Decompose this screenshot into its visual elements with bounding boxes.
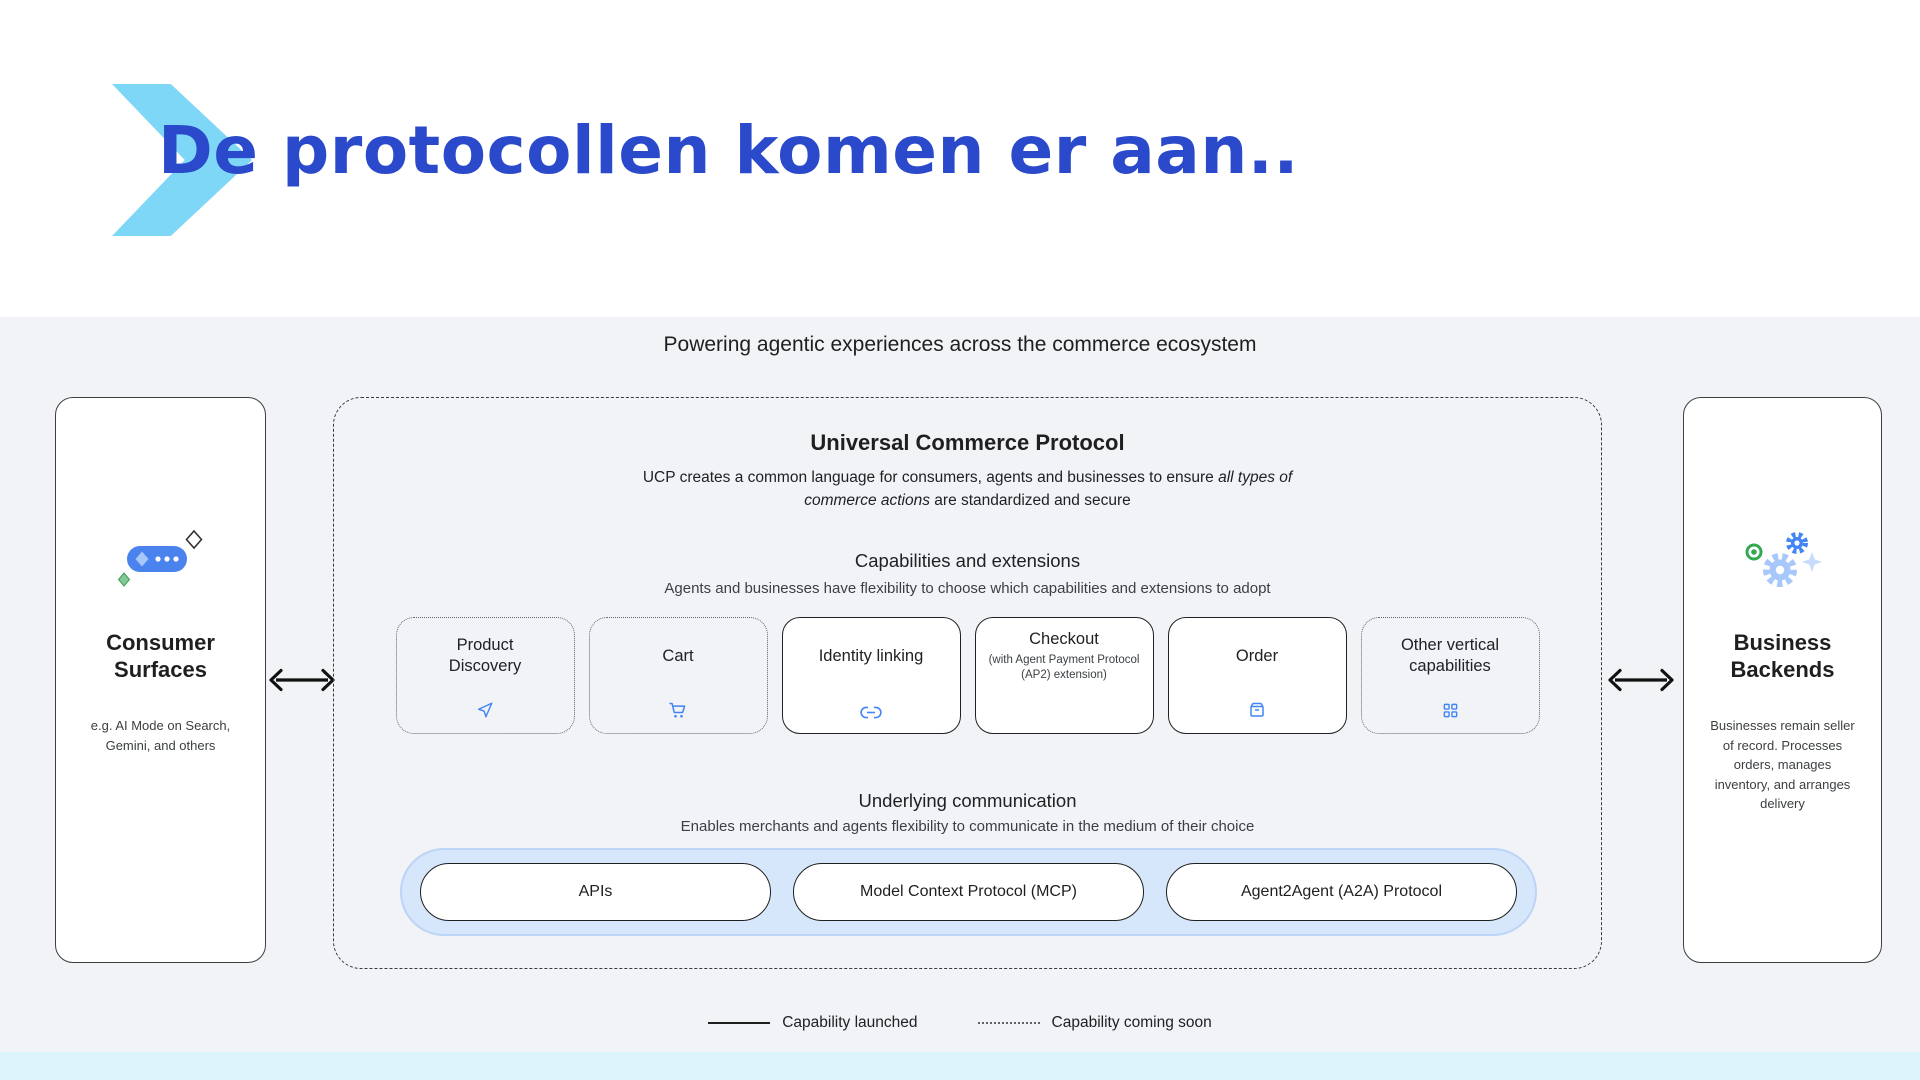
capability-label-wrap xyxy=(590,618,767,694)
protocol-mcp: Model Context Protocol (MCP) xyxy=(793,863,1144,921)
ucp-description-pre: UCP creates a common language for consumers, agents and businesses to ensure xyxy=(642,469,1214,486)
send-icon xyxy=(397,701,574,719)
diagram-panel xyxy=(0,317,1920,1052)
consumer-surfaces-title xyxy=(56,630,265,684)
capability-label-wrap xyxy=(397,618,574,694)
bidirectional-arrow-right-icon xyxy=(1607,667,1675,698)
legend xyxy=(0,1014,1920,1032)
capability-label-wrap xyxy=(976,618,1153,694)
consumer-surfaces-subtext-text: e.g. AI Mode on Search, Gemini, and others xyxy=(90,718,231,753)
protocol-a2a: Agent2Agent (A2A) Protocol xyxy=(1166,863,1517,921)
capabilities-row xyxy=(334,617,1601,734)
capability-label: Order xyxy=(1235,646,1279,665)
capability-product-discovery xyxy=(396,617,575,734)
capability-label: Product Discovery xyxy=(448,636,522,675)
business-backends-subtext-text: Businesses remain seller of record. Processes orders, manages inventory, and arranges delivery xyxy=(1710,718,1855,811)
bottom-accent-strip xyxy=(0,1052,1920,1080)
business-backends-title xyxy=(1684,630,1881,684)
capabilities-section-title: Capabilities and extensions xyxy=(854,550,1081,571)
capability-label-wrap xyxy=(783,618,960,694)
business-backends-box xyxy=(1683,397,1882,963)
capability-label: Other vertical capabilities xyxy=(1400,636,1500,675)
ucp-description xyxy=(618,466,1318,513)
communication-section-title: Underlying communication xyxy=(858,790,1077,811)
capability-sublabel: (with Agent Payment Protocol (AP2) extension) xyxy=(988,654,1140,682)
package-icon xyxy=(1169,701,1346,719)
capability-label: Identity linking xyxy=(818,646,924,665)
legend-label: Capability launched xyxy=(782,1014,918,1031)
slide-title: De protocollen komen er aan.. xyxy=(158,112,1299,189)
business-backends-title-text: Business Backends xyxy=(1730,630,1835,682)
universal-commerce-protocol-box xyxy=(333,397,1602,969)
diagram-header: Powering agentic experiences across the commerce ecosystem xyxy=(663,333,1257,356)
legend-dotted-line-icon xyxy=(978,1022,1040,1024)
consumer-surfaces-box xyxy=(55,397,266,963)
grid-icon xyxy=(1362,702,1539,719)
capability-cart xyxy=(589,617,768,734)
cart-icon xyxy=(590,702,767,719)
capability-label: Cart xyxy=(662,646,694,665)
communication-container xyxy=(400,848,1537,936)
ucp-description-post: are standardized and secure xyxy=(934,492,1131,510)
capability-checkout xyxy=(975,617,1154,734)
capability-label: Checkout xyxy=(1029,629,1099,648)
capability-identity-linking xyxy=(782,617,961,734)
legend-item-coming-soon xyxy=(978,1014,1212,1032)
capability-other-vertical xyxy=(1361,617,1540,734)
business-backends-subtext xyxy=(1684,716,1881,814)
gears-icon xyxy=(1684,526,1881,596)
legend-item-launched xyxy=(708,1014,917,1032)
capability-label-wrap xyxy=(1362,618,1539,694)
legend-solid-line-icon xyxy=(708,1022,770,1024)
chat-pill-icon xyxy=(56,526,265,588)
ucp-title: Universal Commerce Protocol xyxy=(810,430,1125,455)
communication-section-subtitle: Enables merchants and agents flexibility to communicate in the medium of their choice xyxy=(680,818,1255,835)
protocol-apis: APIs xyxy=(420,863,771,921)
capability-order xyxy=(1168,617,1347,734)
link-icon xyxy=(783,706,960,719)
consumer-surfaces-title-text: Consumer Surfaces xyxy=(106,630,215,682)
capabilities-section-subtitle: Agents and businesses have flexibility to choose which capabilities and extensions to adopt xyxy=(664,580,1271,597)
bidirectional-arrow-left-icon xyxy=(268,667,336,698)
capability-label-wrap xyxy=(1169,618,1346,694)
consumer-surfaces-subtext xyxy=(56,716,265,755)
legend-label: Capability coming soon xyxy=(1051,1014,1212,1031)
ucp-description-italic: all types of commerce actions xyxy=(804,469,1293,510)
